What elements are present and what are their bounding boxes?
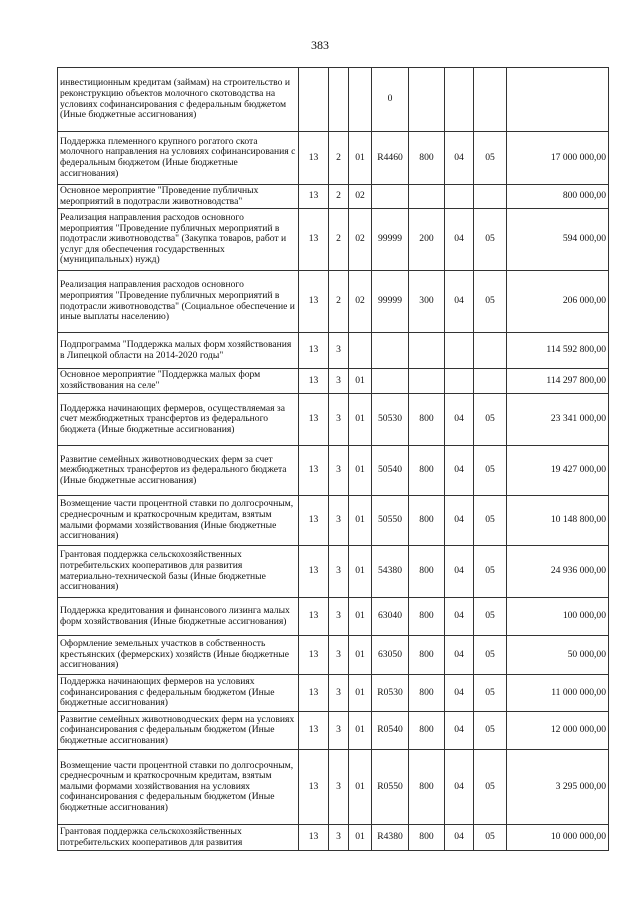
row-name: Поддержка начинающих фермеров, осуществляемая за счет межбюджетных трансфертов из федерального бюджета (Иные бюджетные ассигнования) <box>58 394 299 446</box>
table-row <box>58 446 609 496</box>
table-row <box>58 712 609 750</box>
subprogram-code: 3 <box>329 496 349 546</box>
program-code: 13 <box>299 271 329 333</box>
subprogram-code: 3 <box>329 598 349 636</box>
expense-direction-code: 54380 <box>372 546 409 598</box>
program-code: 13 <box>299 394 329 446</box>
row-name: Реализация направления расходов основного мероприятия "Проведение публичных мероприятий в подотрасли животноводства" (Закупка товаров, работ и услуг для обеспечения государственных (муниципальных) нужд) <box>58 209 299 271</box>
subsection-code: 05 <box>474 598 507 636</box>
expense-type-code: 300 <box>409 271 445 333</box>
amount: 800 000,00 <box>507 185 609 209</box>
section-code: 04 <box>445 825 474 851</box>
expense-direction-code: 99999 <box>372 209 409 271</box>
activity-code: 01 <box>349 675 372 712</box>
subprogram-code: 3 <box>329 369 349 394</box>
program-code: 13 <box>299 446 329 496</box>
subsection-code: 05 <box>474 750 507 825</box>
section-code <box>445 369 474 394</box>
row-name: Оформление земельных участков в собственность крестьянских (фермерских) хозяйств (Иные бюджетные ассигнования) <box>58 636 299 675</box>
section-code: 04 <box>445 636 474 675</box>
amount: 114 592 800,00 <box>507 333 609 369</box>
subsection-code: 05 <box>474 636 507 675</box>
amount: 50 000,00 <box>507 636 609 675</box>
table-row <box>58 68 609 132</box>
program-code: 13 <box>299 496 329 546</box>
subsection-code: 05 <box>474 132 507 185</box>
expense-type-code: 800 <box>409 598 445 636</box>
section-code: 04 <box>445 271 474 333</box>
subprogram-code: 3 <box>329 394 349 446</box>
subprogram-code: 3 <box>329 712 349 750</box>
subprogram-code: 3 <box>329 750 349 825</box>
row-name: Поддержка кредитования и финансового лизинга малых форм хозяйствования (Иные бюджетные ассигнования) <box>58 598 299 636</box>
expense-type-code: 800 <box>409 675 445 712</box>
program-code: 13 <box>299 636 329 675</box>
expense-type-code: 800 <box>409 496 445 546</box>
row-name: инвестиционным кредитам (займам) на строительство и реконструкцию объектов молочного скотоводства на условиях софинансирования с федеральным бюджетом (Иные бюджетные ассигнования) <box>58 68 299 132</box>
subsection-code: 05 <box>474 271 507 333</box>
subsection-code: 05 <box>474 675 507 712</box>
row-name: Грантовая поддержка сельскохозяйственных потребительских кооперативов для развития <box>58 825 299 851</box>
activity-code: 01 <box>349 369 372 394</box>
expense-type-code <box>409 185 445 209</box>
activity-code: 01 <box>349 394 372 446</box>
activity-code <box>349 68 372 132</box>
amount: 24 936 000,00 <box>507 546 609 598</box>
expense-type-code: 800 <box>409 712 445 750</box>
expense-type-code: 800 <box>409 394 445 446</box>
program-code: 13 <box>299 750 329 825</box>
amount: 17 000 000,00 <box>507 132 609 185</box>
section-code: 04 <box>445 132 474 185</box>
expense-type-code: 800 <box>409 825 445 851</box>
section-code <box>445 68 474 132</box>
expense-direction-code: R0540 <box>372 712 409 750</box>
table-row <box>58 598 609 636</box>
table-row <box>58 132 609 185</box>
expense-type-code: 800 <box>409 750 445 825</box>
table-row <box>58 825 609 851</box>
section-code: 04 <box>445 394 474 446</box>
activity-code <box>349 333 372 369</box>
program-code: 13 <box>299 333 329 369</box>
expense-type-code <box>409 333 445 369</box>
section-code: 04 <box>445 496 474 546</box>
activity-code: 02 <box>349 185 372 209</box>
expense-direction-code: R4380 <box>372 825 409 851</box>
table-row <box>58 369 609 394</box>
program-code: 13 <box>299 185 329 209</box>
subprogram-code <box>329 68 349 132</box>
row-name: Грантовая поддержка сельскохозяйственных потребительских кооперативов для развития материально-технической базы (Иные бюджетные ассигнования) <box>58 546 299 598</box>
program-code: 13 <box>299 825 329 851</box>
section-code <box>445 333 474 369</box>
expense-type-code: 800 <box>409 132 445 185</box>
row-name: Возмещение части процентной ставки по долгосрочным, среднесрочным и краткосрочным кредитам, взятым малыми формами хозяйствования на условиях софинансирования с федеральным бюджетом (Иные бюджетные ассигнования) <box>58 750 299 825</box>
page-number: 383 <box>311 38 329 52</box>
expense-direction-code <box>372 333 409 369</box>
expense-direction-code: 50540 <box>372 446 409 496</box>
amount: 594 000,00 <box>507 209 609 271</box>
program-code: 13 <box>299 369 329 394</box>
expense-type-code <box>409 68 445 132</box>
amount: 23 341 000,00 <box>507 394 609 446</box>
expense-direction-code <box>372 185 409 209</box>
subprogram-code: 2 <box>329 185 349 209</box>
table-row <box>58 750 609 825</box>
table-row <box>58 394 609 446</box>
expense-type-code: 200 <box>409 209 445 271</box>
subsection-code <box>474 369 507 394</box>
activity-code: 02 <box>349 271 372 333</box>
program-code: 13 <box>299 546 329 598</box>
row-name: Возмещение части процентной ставки по долгосрочным, среднесрочным и краткосрочным кредитам, взятым малыми формами хозяйствования (Иные бюджетные ассигнования) <box>58 496 299 546</box>
row-name: Реализация направления расходов основного мероприятия "Проведение публичных мероприятий в подотрасли животноводства" (Социальное обеспечение и иные выплаты населению) <box>58 271 299 333</box>
expense-direction-code: 63040 <box>372 598 409 636</box>
subprogram-code: 3 <box>329 446 349 496</box>
row-name: Основное мероприятие "Проведение публичных мероприятий в подотрасли животноводства" <box>58 185 299 209</box>
program-code: 13 <box>299 598 329 636</box>
section-code: 04 <box>445 675 474 712</box>
row-name: Поддержка начинающих фермеров на условиях софинансирования с федеральным бюджетом (Иные бюджетные ассигнования) <box>58 675 299 712</box>
section-code: 04 <box>445 750 474 825</box>
amount: 100 000,00 <box>507 598 609 636</box>
subprogram-code: 2 <box>329 132 349 185</box>
expense-direction-code: R4460 <box>372 132 409 185</box>
subsection-code: 05 <box>474 825 507 851</box>
table-row <box>58 209 609 271</box>
subsection-code: 05 <box>474 546 507 598</box>
activity-code: 02 <box>349 209 372 271</box>
row-name: Развитие семейных животноводческих ферм за счет межбюджетных трансфертов из федерального бюджета (Иные бюджетные ассигнования) <box>58 446 299 496</box>
row-name: Основное мероприятие "Поддержка малых форм хозяйствования на селе" <box>58 369 299 394</box>
activity-code: 01 <box>349 496 372 546</box>
subprogram-code: 3 <box>329 825 349 851</box>
activity-code: 01 <box>349 750 372 825</box>
subprogram-code: 2 <box>329 271 349 333</box>
expense-type-code <box>409 369 445 394</box>
table-row <box>58 185 609 209</box>
expense-direction-code <box>372 369 409 394</box>
row-name: Поддержка племенного крупного рогатого скота молочного направления на условиях софинансирования с федеральным бюджетом (Иные бюджетные ассигнования) <box>58 132 299 185</box>
program-code <box>299 68 329 132</box>
expense-direction-code: R0550 <box>372 750 409 825</box>
program-code: 13 <box>299 712 329 750</box>
section-code: 04 <box>445 446 474 496</box>
section-code: 04 <box>445 546 474 598</box>
subprogram-code: 2 <box>329 209 349 271</box>
table-row <box>58 271 609 333</box>
table-row <box>58 496 609 546</box>
section-code: 04 <box>445 209 474 271</box>
activity-code: 01 <box>349 446 372 496</box>
amount: 12 000 000,00 <box>507 712 609 750</box>
program-code: 13 <box>299 132 329 185</box>
amount: 3 295 000,00 <box>507 750 609 825</box>
subprogram-code: 3 <box>329 675 349 712</box>
subsection-code: 05 <box>474 394 507 446</box>
subsection-code <box>474 333 507 369</box>
amount: 11 000 000,00 <box>507 675 609 712</box>
expense-direction-code: 63050 <box>372 636 409 675</box>
expense-direction-code: R0530 <box>372 675 409 712</box>
amount: 19 427 000,00 <box>507 446 609 496</box>
expense-type-code: 800 <box>409 546 445 598</box>
activity-code: 01 <box>349 636 372 675</box>
subsection-code <box>474 185 507 209</box>
expense-direction-code: 50550 <box>372 496 409 546</box>
activity-code: 01 <box>349 546 372 598</box>
table-row <box>58 675 609 712</box>
expense-direction-code: 0 <box>372 68 409 132</box>
subsection-code: 05 <box>474 209 507 271</box>
expense-type-code: 800 <box>409 636 445 675</box>
subsection-code <box>474 68 507 132</box>
table-row <box>58 546 609 598</box>
section-code: 04 <box>445 598 474 636</box>
subprogram-code: 3 <box>329 546 349 598</box>
amount: 10 000 000,00 <box>507 825 609 851</box>
expense-direction-code: 99999 <box>372 271 409 333</box>
expense-direction-code: 50530 <box>372 394 409 446</box>
subsection-code: 05 <box>474 496 507 546</box>
program-code: 13 <box>299 209 329 271</box>
budget-table <box>57 67 609 851</box>
amount: 114 297 800,00 <box>507 369 609 394</box>
activity-code: 01 <box>349 598 372 636</box>
row-name: Подпрограмма "Поддержка малых форм хозяйствования в Липецкой области на 2014-2020 годы" <box>58 333 299 369</box>
expense-type-code: 800 <box>409 446 445 496</box>
program-code: 13 <box>299 675 329 712</box>
activity-code: 01 <box>349 825 372 851</box>
section-code <box>445 185 474 209</box>
subsection-code: 05 <box>474 446 507 496</box>
subprogram-code: 3 <box>329 636 349 675</box>
table-body <box>58 68 609 851</box>
subsection-code: 05 <box>474 712 507 750</box>
section-code: 04 <box>445 712 474 750</box>
amount <box>507 68 609 132</box>
amount: 10 148 800,00 <box>507 496 609 546</box>
table-row <box>58 636 609 675</box>
row-name: Развитие семейных животноводческих ферм на условиях софинансирования с федеральным бюджетом (Иные бюджетные ассигнования) <box>58 712 299 750</box>
activity-code: 01 <box>349 132 372 185</box>
table-row <box>58 333 609 369</box>
activity-code: 01 <box>349 712 372 750</box>
amount: 206 000,00 <box>507 271 609 333</box>
subprogram-code: 3 <box>329 333 349 369</box>
